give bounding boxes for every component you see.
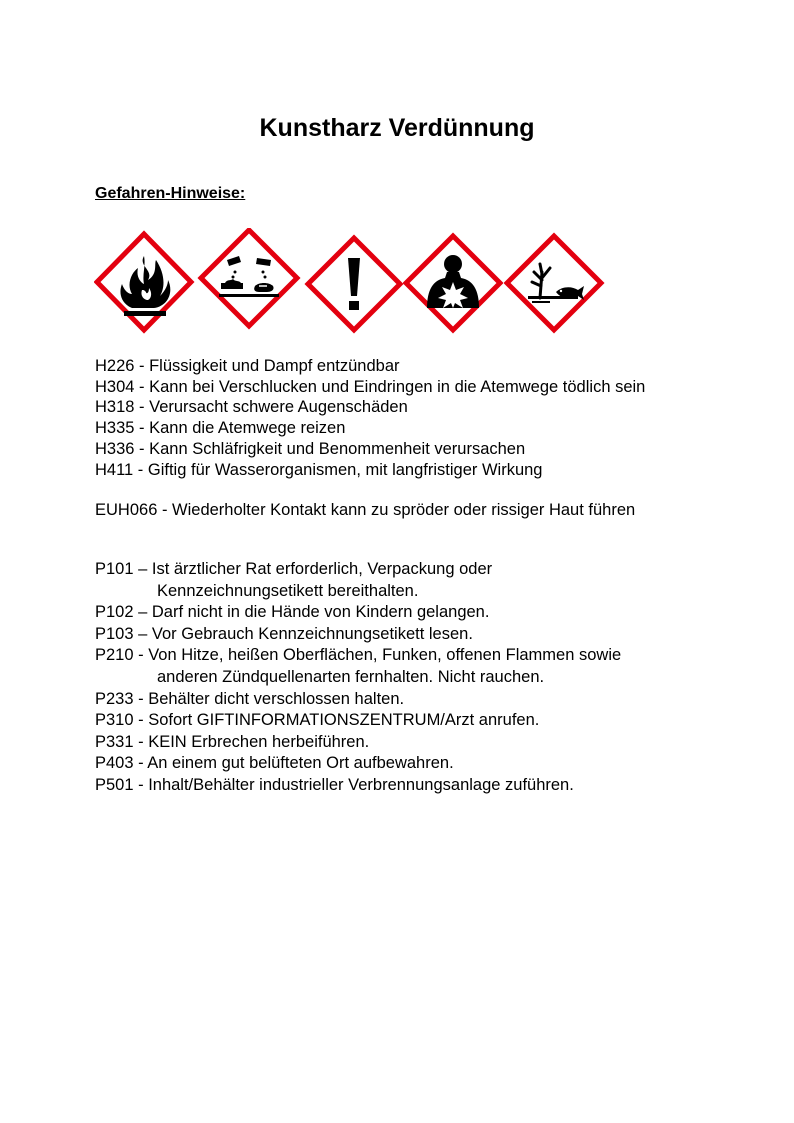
precautionary-statement: P102 – Darf nicht in die Hände von Kindern gelangen. — [95, 603, 490, 622]
hazard-heading: Gefahren-Hinweise: — [95, 185, 246, 202]
ghs02-pictogram — [94, 228, 198, 336]
ghs05-pictogram — [197, 228, 301, 336]
ghs09-pictogram — [504, 228, 608, 336]
hazard-statement: H318 - Verursacht schwere Augenschäden — [95, 398, 408, 417]
hazard-statement: H411 - Giftig für Wasserorganismen, mit langfristiger Wirkung — [95, 460, 543, 479]
precautionary-statement — [95, 645, 735, 688]
precautionary-statement: P233 - Behälter dicht verschlossen halten. — [95, 689, 405, 708]
precautionary-statements — [95, 559, 735, 797]
ghs07-pictogram — [304, 228, 408, 336]
statement-continuation: Kennzeichnungsetikett bereithalten. — [157, 581, 419, 600]
exclamation-mark-icon — [304, 228, 408, 336]
hazard-statement: H304 - Kann bei Verschlucken und Eindringen in die Atemwege tödlich sein — [95, 377, 646, 396]
environment-icon — [504, 228, 608, 336]
precautionary-statement: P103 – Vor Gebrauch Kennzeichnungsetikett lesen. — [95, 624, 473, 643]
hazard-statements — [95, 356, 735, 480]
euh-statement: EUH066 - Wiederholter Kontakt kann zu spröder oder rissiger Haut führen — [95, 501, 636, 519]
precautionary-statement: P331 - KEIN Erbrechen herbeiführen. — [95, 732, 370, 751]
page-title: Kunstharz Verdünnung — [259, 114, 535, 142]
statement-line: P101 – Ist ärztlicher Rat erforderlich, Verpackung oder — [95, 560, 493, 578]
statement-continuation: anderen Zündquellenarten fernhalten. Nicht rauchen. — [157, 667, 545, 686]
hazard-statement: H336 - Kann Schläfrigkeit und Benommenheit verursachen — [95, 439, 526, 458]
flame-icon — [94, 228, 198, 336]
health-hazard-icon — [403, 228, 507, 336]
precautionary-statement — [95, 559, 735, 602]
corrosion-icon — [197, 228, 301, 336]
statement-line: P210 - Von Hitze, heißen Oberflächen, Funken, offenen Flammen sowie — [95, 646, 622, 665]
ghs08-pictogram — [403, 228, 507, 336]
hazard-statement: H226 - Flüssigkeit und Dampf entzündbar — [95, 357, 400, 375]
precautionary-statement: P310 - Sofort GIFTINFORMATIONSZENTRUM/Arzt anrufen. — [95, 711, 540, 730]
precautionary-statement: P501 - Inhalt/Behälter industrieller Verbrennungsanlage zuführen. — [95, 775, 574, 794]
hazard-statement: H335 - Kann die Atemwege reizen — [95, 419, 346, 438]
precautionary-statement: P403 - An einem gut belüfteten Ort aufbewahren. — [95, 754, 454, 773]
hazard-pictograms — [94, 228, 614, 336]
